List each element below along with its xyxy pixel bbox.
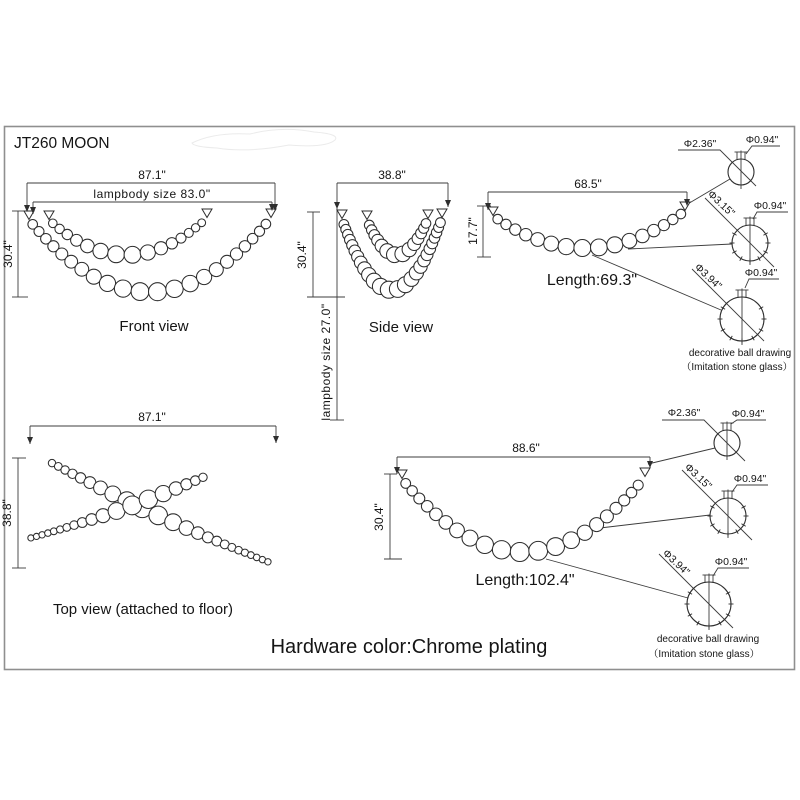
bead-circle xyxy=(124,246,141,263)
side-height-dim: 30.4" xyxy=(295,241,309,269)
bead-circle xyxy=(421,219,431,229)
ball-caption-line2: （Imitation stone glass） xyxy=(681,362,793,373)
bead-circle xyxy=(131,283,149,301)
top-width-dim: 87.1" xyxy=(138,410,166,424)
top-height-dim: 38.8" xyxy=(0,499,14,527)
medium-ball-diameter-label: Φ3.15" xyxy=(682,461,715,493)
bead-circle xyxy=(198,219,206,227)
bead-circle xyxy=(154,242,167,255)
ceiling-length-label: Length:69.3" xyxy=(546,272,638,289)
bead-circle xyxy=(108,246,125,263)
bead-circle xyxy=(547,538,565,556)
ceiling-width-dim: 68.5" xyxy=(574,177,602,191)
bead-circle xyxy=(199,473,207,481)
side-width-dim: 38.8" xyxy=(378,168,406,182)
cap-diameter-label: Φ0.94" xyxy=(745,134,779,146)
small-ball-diameter-label: Φ2.36" xyxy=(683,138,717,150)
bead-circle xyxy=(520,229,532,241)
top-view-label: Top view (attached to floor) xyxy=(52,601,234,618)
bead-circle xyxy=(531,233,545,247)
bead-circle xyxy=(261,219,271,229)
cap-diameter-label: Φ0.94" xyxy=(733,473,767,485)
bead-circle xyxy=(510,543,529,562)
hardware-note: Hardware color:Chrome plating xyxy=(270,636,548,658)
drawing-border xyxy=(5,127,795,670)
bead-circle xyxy=(436,218,446,228)
floor-height-dim: 30.4" xyxy=(372,503,386,531)
bead-circle xyxy=(607,237,623,253)
bead-circle xyxy=(99,275,115,291)
bead-circle xyxy=(633,480,643,490)
cap-diameter-label: Φ0.94" xyxy=(753,200,787,212)
bead-circle xyxy=(591,239,608,256)
bead-circle xyxy=(462,530,478,546)
bead-circle xyxy=(81,239,95,253)
bead-circle xyxy=(93,243,108,258)
bead-circle xyxy=(182,275,198,291)
ball-caption-line1: decorative ball drawing xyxy=(688,348,792,359)
bead-circle xyxy=(529,541,548,560)
large-ball-diameter-label: Φ3.94" xyxy=(660,547,693,579)
cap-diameter-label: Φ0.94" xyxy=(714,556,748,568)
ball-caption-line2: （Imitation stone glass） xyxy=(648,649,760,660)
large-ball-diameter-label: Φ3.94" xyxy=(692,261,725,293)
bead-circle xyxy=(265,559,271,565)
bead-circle xyxy=(622,233,637,248)
bead-circle xyxy=(149,283,167,301)
medium-ball-diameter-label: Φ3.15" xyxy=(705,188,738,220)
front-width-dim: 87.1" xyxy=(138,168,166,182)
cap-diameter-label: Φ0.94" xyxy=(744,267,778,279)
bead-circle xyxy=(544,236,559,251)
side-view-label: Side view xyxy=(368,319,434,336)
cap-diameter-label: Φ0.94" xyxy=(731,408,765,420)
ball-caption-line1: decorative ball drawing xyxy=(656,634,760,645)
small-ball-diameter-label: Φ2.36" xyxy=(667,407,701,419)
bead-circle xyxy=(476,536,493,553)
bead-circle xyxy=(140,245,155,260)
ceiling-height-dim: 17.7" xyxy=(466,217,480,245)
floor-length-label: Length:102.4" xyxy=(475,572,575,589)
bead-circle xyxy=(676,209,686,219)
floor-width-dim: 88.6" xyxy=(512,441,540,455)
front-height-dim: 30.4" xyxy=(1,240,15,268)
bead-circle xyxy=(574,240,591,257)
side-lampbody-dim: lampbody size 27.0" xyxy=(319,303,333,421)
bead-circle xyxy=(114,280,131,297)
front-view-label: Front view xyxy=(119,318,189,335)
front-lampbody-dim: lampbody size 83.0" xyxy=(93,187,211,201)
page-title: JT260 MOON xyxy=(14,135,110,152)
bead-circle xyxy=(492,541,510,559)
bead-circle xyxy=(166,280,183,297)
bead-circle xyxy=(558,239,574,255)
